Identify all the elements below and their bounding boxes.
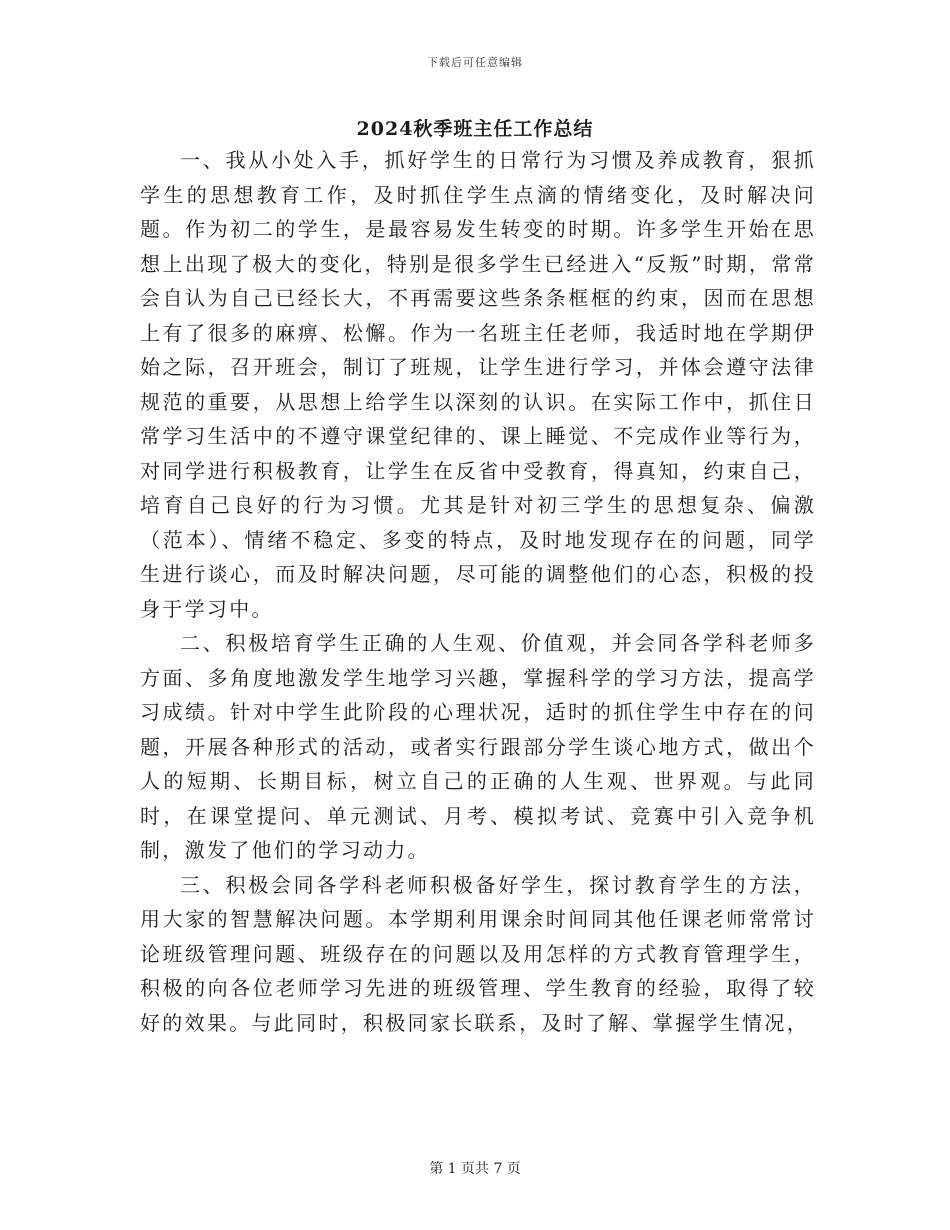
paragraph-2: 二、积极培育学生正确的人生观、价值观，并会同各学科老师多方面、多角度地激发学生地学习兴趣，掌握科学的学习方法，提高学习成绩。针对中学生此阶段的心理状况，适时的抓住学生中存在的问题，开展各种形式的活动，或者实行跟部分学生谈心地方式，做出个人的短期、长期目标，树立自己的正确的人生观、世界观。与此同时，在课堂提问、单元测试、月考、模拟考试、竞赛中引入竞争机制，激发了他们的学习动力。 [140,631,816,862]
document-title: 2024秋季班主任工作总结 [356,118,594,140]
document-body [140,143,816,1040]
page-number: 第 1 页共 7 页 [429,1161,521,1177]
header-note: 下载后可任意编辑 [427,56,523,69]
paragraph-3: 三、积极会同各学科老师积极备好学生，探讨教育学生的方法，用大家的智慧解决问题。本学期利用课余时间同其他任课老师常常讨论班级管理问题、班级存在的问题以及用怎样的方式教育管理学生，积极的向各位老师学习先进的班级管理、学生教育的经验，取得了较好的效果。与此同时，积极同家长联系，及时了解、掌握学生情况， [140,872,816,1035]
paragraph-1: 一、我从小处入手，抓好学生的日常行为习惯及养成教育，狠抓学生的思想教育工作，及时抓住学生点滴的情绪变化，及时解决问题。作为初二的学生，是最容易发生转变的时期。许多学生开始在思想上出现了极大的变化，特别是很多学生已经进入“反叛”时期，常常会自认为自己已经长大，不再需要这些条条框框的约束，因而在思想上有了很多的麻痹、松懈。作为一名班主任老师，我适时地在学期伊始之际，召开班会，制订了班规，让学生进行学习，并体会遵守法律规范的重要，从思想上给学生以深刻的认识。在实际工作中，抓住日常学习生活中的不遵守课堂纪律的、课上睡觉、不完成作业等行为，对同学进行积极教育，让学生在反省中受教育，得真知，约束自己，培育自己良好的行为习惯。尤其是针对初三学生的思想复杂、偏激（范本）、情绪不稳定、多变的特点，及时地发现存在的问题，同学生进行谈心，而及时解决问题，尽可能的调整他们的心态，积极的投身于学习中。 [140,148,816,621]
